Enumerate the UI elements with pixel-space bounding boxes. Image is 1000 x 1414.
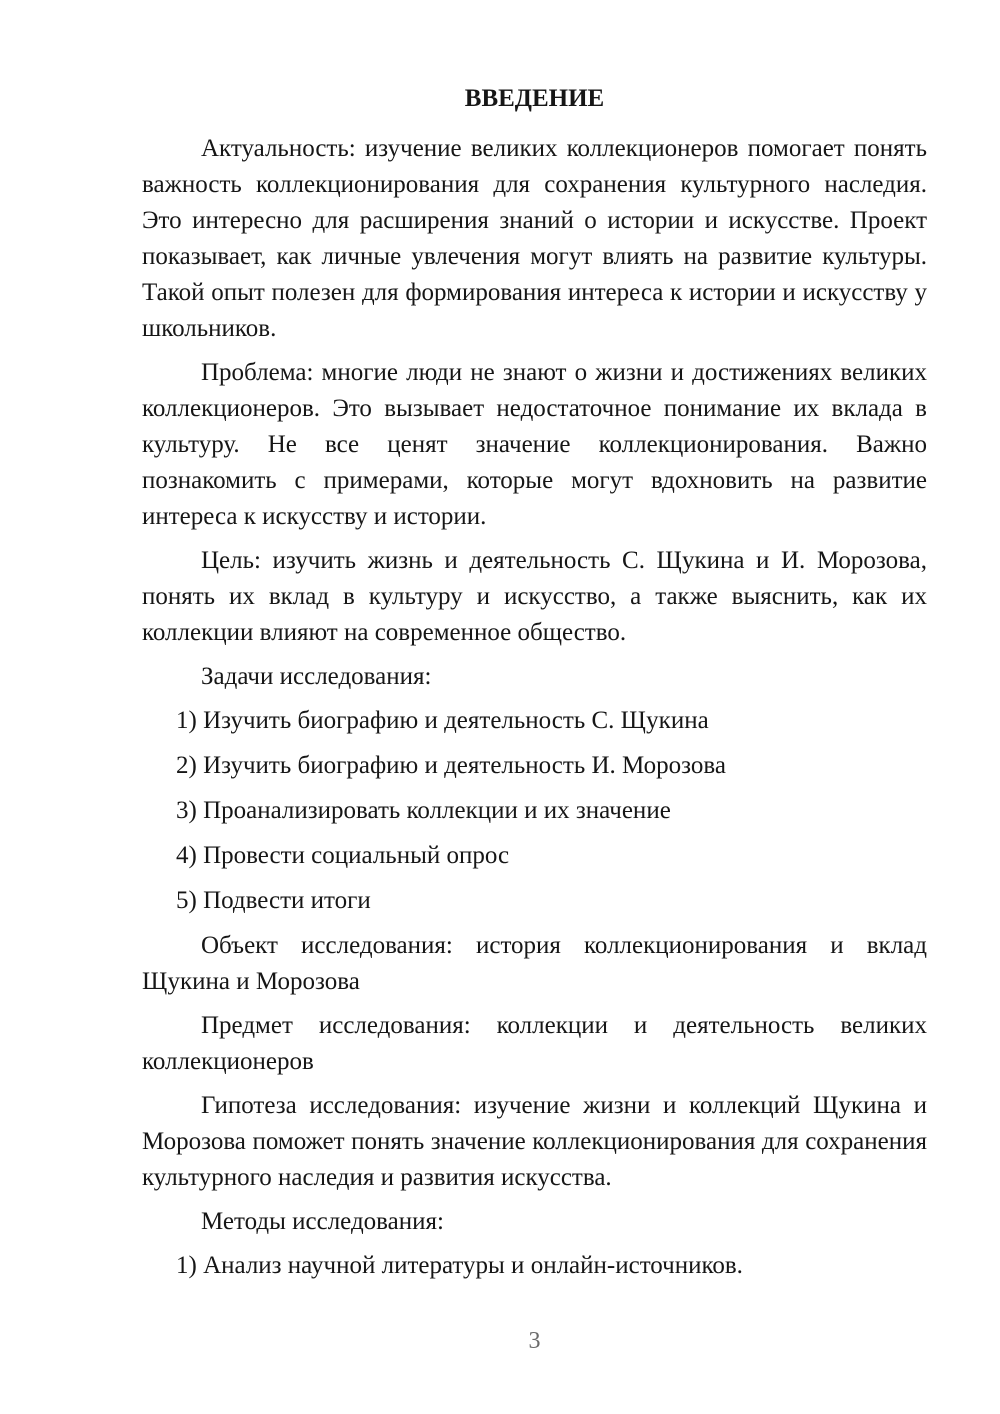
paragraph-problem: Проблема: многие люди не знают о жизни и достижениях великих коллекционеров. Это вызывает недостаточное понимание их вклада в культуру. Не все ценят значение коллекционирования. Важно познакомить с примерами, которые могут вдохновить на развитие интереса к искусству и истории. <box>142 359 927 530</box>
task-item-4: 4) Провести социальный опрос <box>176 842 510 869</box>
page-number: 3 <box>528 1328 541 1354</box>
task-item-2: 2) Изучить биографию и деятельность И. Морозова <box>176 752 726 779</box>
task-item-3: 3) Проанализировать коллекции и их значение <box>176 797 671 824</box>
paragraph-object: Объект исследования: история коллекционирования и вклад Щукина и Морозова <box>142 932 927 995</box>
methods-heading: Методы исследования: <box>201 1208 444 1235</box>
task-item-1: 1) Изучить биографию и деятельность С. Щукина <box>176 707 709 734</box>
task-item-5: 5) Подвести итоги <box>176 887 371 914</box>
page-title: ВВЕДЕНИЕ <box>464 85 605 112</box>
paragraph-relevance: Актуальность: изучение великих коллекционеров помогает понять важность коллекционирования для сохранения культурного наследия. Это интересно для расширения знаний о истории и искусстве. Проект показывает, как личные увлечения могут влиять на развитие культуры. Такой опыт полезен для формирования интереса к истории и искусству у школьников. <box>142 135 927 342</box>
tasks-heading: Задачи исследования: <box>201 663 432 690</box>
method-item-1: 1) Анализ научной литературы и онлайн-источников. <box>176 1252 743 1279</box>
paragraph-goal: Цель: изучить жизнь и деятельность С. Щукина и И. Морозова, понять их вклад в культуру и искусство, а также выяснить, как их коллекции влияют на современное общество. <box>142 547 927 646</box>
paragraph-hypothesis: Гипотеза исследования: изучение жизни и коллекций Щукина и Морозова поможет понять значение коллекционирования для сохранения культурного наследия и развития искусства. <box>142 1092 927 1191</box>
paragraph-subject: Предмет исследования: коллекции и деятельность великих коллекционеров <box>142 1012 927 1075</box>
